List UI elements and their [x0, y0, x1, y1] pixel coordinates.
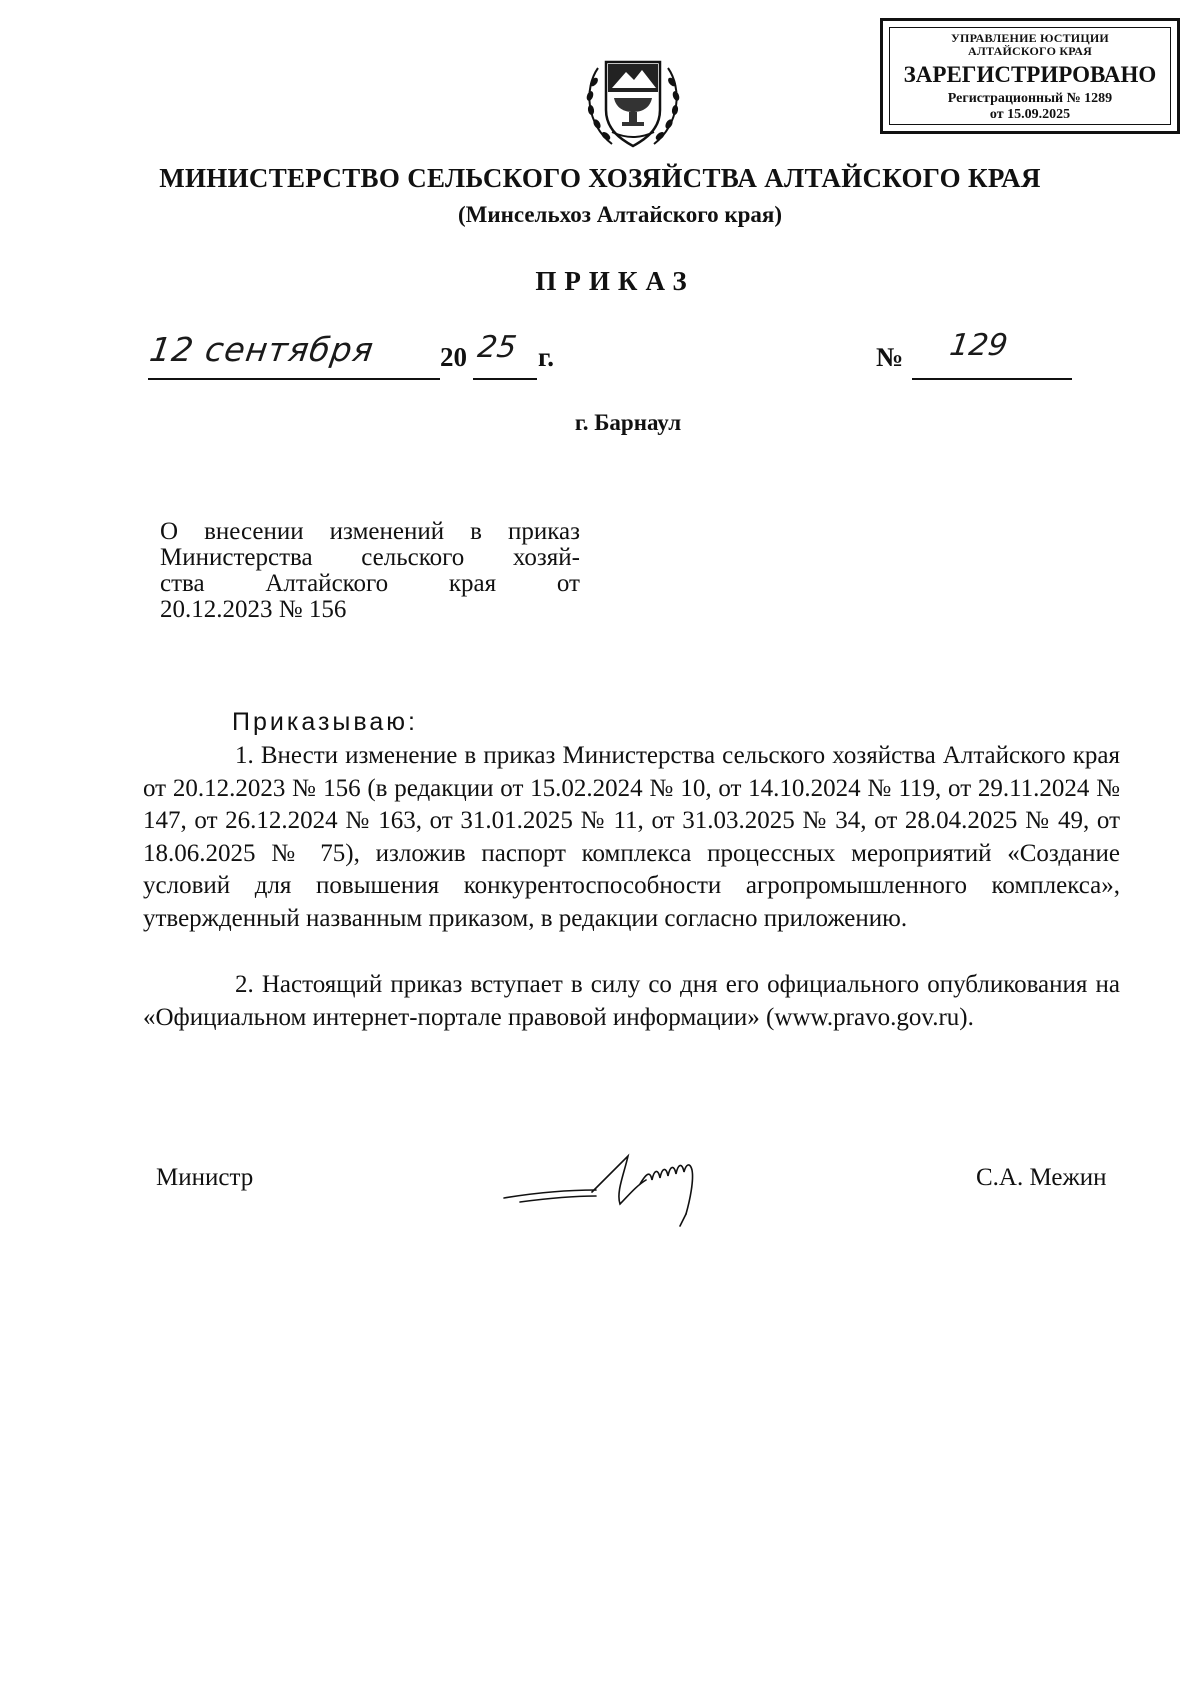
subject-word: в — [470, 518, 482, 545]
year-handwritten: 25 — [475, 330, 519, 365]
subject-word: Министерства — [160, 544, 313, 571]
subject-word: О — [160, 518, 179, 545]
subject-word: внесении — [204, 518, 304, 545]
order-paragraph-2 — [143, 969, 1120, 1034]
stamp-org — [890, 32, 1170, 58]
stamp-reg-date: от 15.09.2025 — [989, 107, 1071, 122]
number-handwritten: 129 — [947, 328, 1010, 363]
date-handwritten: 12 сентября — [147, 330, 377, 369]
handwritten-signature-icon — [500, 1140, 730, 1230]
subject-word: изменений — [329, 518, 445, 545]
subject-word: приказ — [507, 518, 580, 545]
year-prefix: 20 — [440, 342, 467, 372]
ministry-short-name: (Минсельхоз Алтайского края) — [457, 202, 783, 227]
year-underline — [473, 378, 537, 380]
signatory-position: Министр — [156, 1164, 254, 1191]
registration-stamp — [880, 18, 1180, 134]
document-subject — [160, 519, 580, 623]
paragraph-1-text: 1. Внести изменение в приказ Министерства сельского хозяйства Алтайского края от 20.12.2023 № 156 (в редакции от 15.02.2024 № 10, от 14.10.2024 № 119, от 29.11.2024 № 147, от 26.12.2024 № 163, от 31.01.2025 № 11, от 31.03.2025 № 34, от 28.04.2025 № 49, от 18.06.2025 № 75), изложив паспорт комплекса процессных мероприятий «Создание условий для повышения конкурентоспособности агропромышленного комплекса», утвержденный названным приказом, в редакции согласно приложению. — [143, 742, 1120, 932]
stamp-inner-border — [889, 27, 1171, 125]
stamp-org-line1: УПРАВЛЕНИЕ ЮСТИЦИИ — [951, 31, 1109, 45]
subject-line-1 — [160, 519, 580, 545]
date-underline — [148, 378, 440, 380]
document-type-title: ПРИКАЗ — [535, 266, 695, 296]
order-paragraph-1 — [143, 740, 1120, 935]
number-underline — [912, 378, 1072, 380]
subject-word: от — [556, 570, 580, 597]
city-line: г. Барнаул — [574, 410, 682, 435]
year-suffix: г. — [538, 342, 554, 372]
subject-word: Алтайского — [265, 570, 389, 597]
subject-line-4: 20.12.2023 № 156 — [160, 596, 347, 623]
subject-line-2 — [160, 545, 580, 571]
order-preamble: Приказываю: — [232, 708, 418, 736]
stamp-org-line2: АЛТАЙСКОГО КРАЯ — [968, 44, 1092, 58]
subject-word: края — [448, 570, 497, 597]
paragraph-2-text: 2. Настоящий приказ вступает в силу со дня его официального опубликования на «Официальном интернет-портале правовой информации» (www.pravo.gov.ru). — [143, 971, 1120, 1031]
signatory-name: С.А. Межин — [976, 1164, 1107, 1191]
subject-line-3 — [160, 571, 580, 597]
subject-word: хозяй- — [512, 544, 580, 571]
stamp-status: ЗАРЕГИСТРИРОВАНО — [903, 62, 1157, 87]
subject-word: ства — [160, 570, 205, 597]
subject-word: сельского — [361, 544, 465, 571]
ministry-title: МИНИСТЕРСТВО СЕЛЬСКОГО ХОЗЯЙСТВА АЛТАЙСКОГО КРАЯ — [159, 163, 1041, 193]
stamp-reg-number: Регистрационный № 1289 — [947, 91, 1113, 106]
coat-of-arms-icon — [578, 48, 688, 156]
number-prefix: № — [876, 342, 904, 372]
